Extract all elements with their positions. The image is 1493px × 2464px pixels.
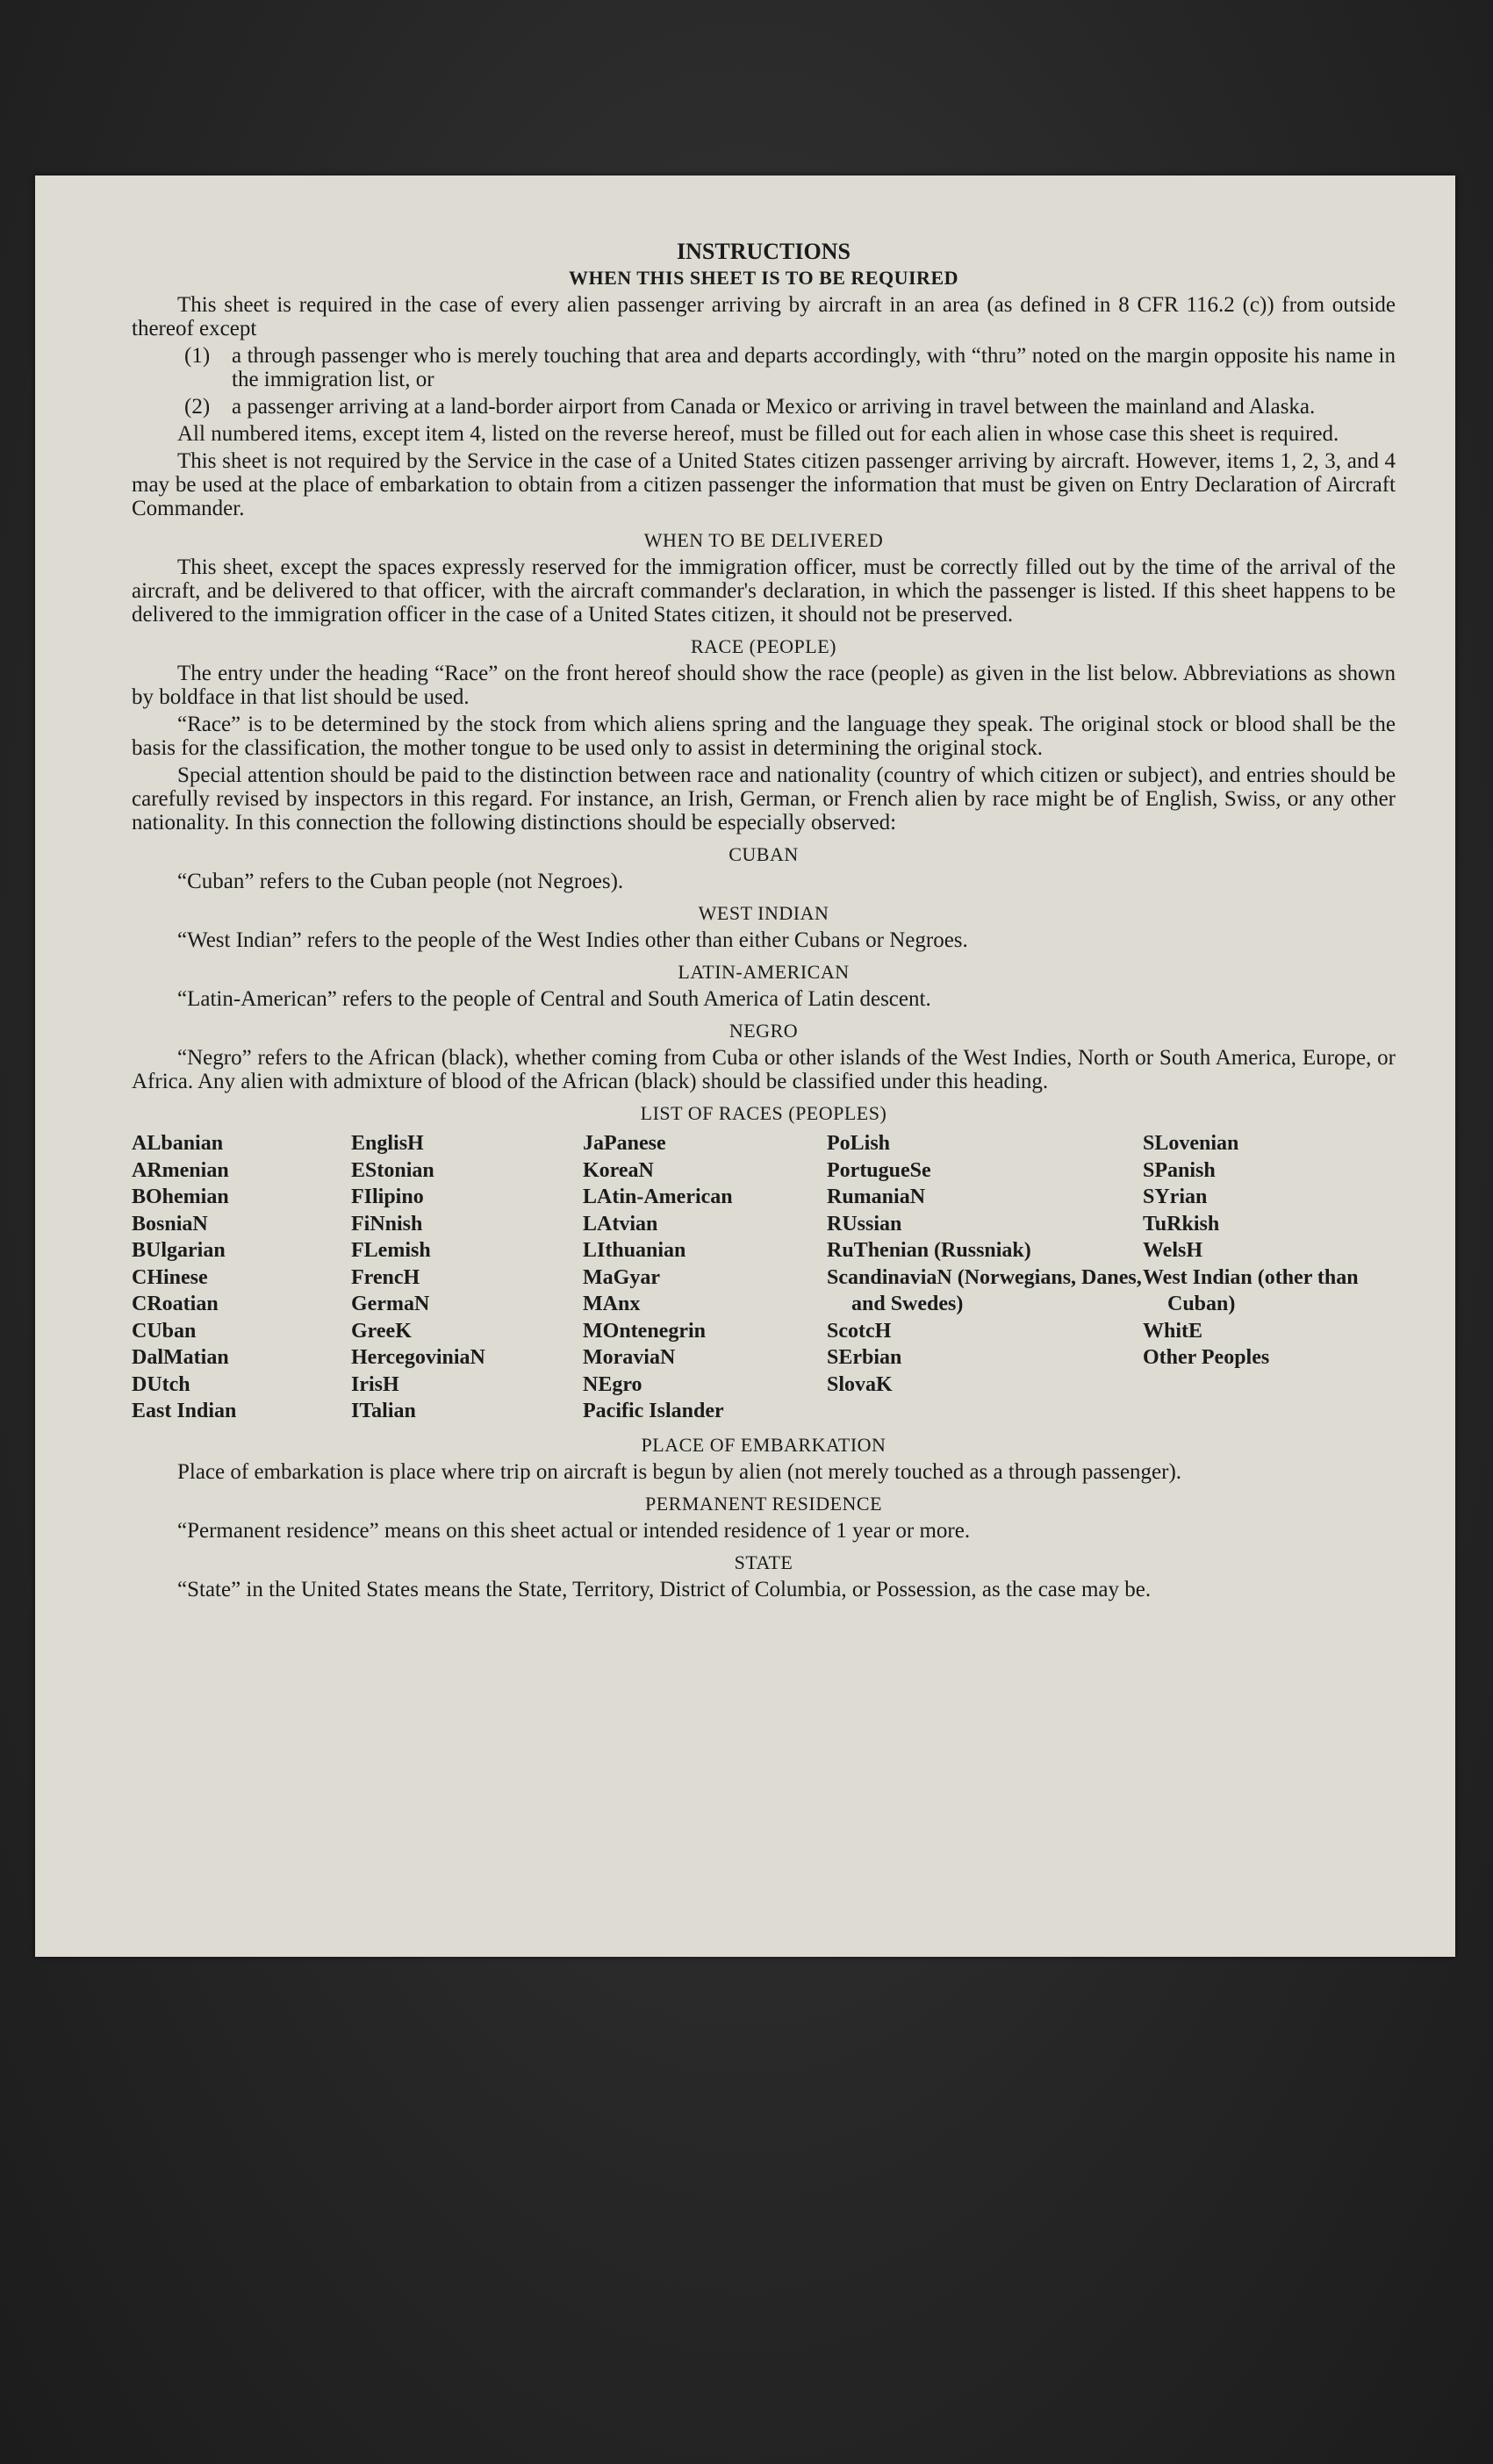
race-entry: CUban (132, 1319, 197, 1343)
race-entry: MoraviaN (583, 1346, 676, 1369)
race-paragraph-1: The entry under the heading “Race” on the front hereof should show the race (people) as given in the list below. Abbreviations as shown by boldface in that list should be used. (132, 662, 1396, 709)
races-column-2 (351, 1130, 583, 1425)
exception-item (184, 344, 1396, 391)
race-entry: SErbian (827, 1346, 902, 1369)
negro-paragraph: “Negro” refers to the African (black), whether coming from Cuba or other islands of the West Indies, North or South America, Europe, or Africa. Any alien with admixture of blood of the African (black) should be classified under this heading. (132, 1046, 1396, 1093)
race-entry: ARmenian (132, 1158, 229, 1182)
race-entry: JaPanese (583, 1132, 666, 1155)
race-entry: ScandinaviaN (Norwegians, Danes, and Swedes) (827, 1265, 1142, 1315)
race-entry: LAtin-American (583, 1185, 733, 1208)
race-entry: GreeK (351, 1319, 412, 1343)
document-title: INSTRUCTIONS (677, 239, 851, 264)
race-entry: BUlgarian (132, 1239, 226, 1262)
race-entry: FIlipino (351, 1185, 424, 1208)
race-entry: East Indian (132, 1400, 237, 1422)
race-entry: SYrian (1143, 1185, 1208, 1208)
state-paragraph: “State” in the United States means the State, Territory, District of Columbia, or Possession, as the case may be. (177, 1577, 1152, 1601)
numbered-items-paragraph: All numbered items, except item 4, listed on the reverse hereof, must be filled out for each alien in whose case this sheet is required. (177, 422, 1339, 446)
heading-latin-american: LATIN-AMERICAN (678, 961, 850, 983)
race-entry: FLemish (351, 1239, 431, 1262)
races-column-3 (583, 1130, 827, 1425)
race-entry: EnglisH (351, 1132, 424, 1155)
race-entry: HercegoviniaN (351, 1346, 485, 1369)
heading-when-delivered: WHEN TO BE DELIVERED (643, 529, 884, 551)
race-entry: CHinese (132, 1265, 208, 1289)
race-entry: MAnx (583, 1293, 641, 1315)
exception-text: a passenger arriving at a land-border airport from Canada or Mexico or arriving in travel between the mainland and Alaska. (232, 395, 1316, 419)
exception-text: a through passenger who is merely touching that area and departs accordingly, with “thru” noted on the margin opposite his name in the immigration list, or (232, 344, 1396, 391)
race-entry: FiNnish (351, 1212, 423, 1236)
race-entry: GermaN (351, 1293, 430, 1315)
heading-race: RACE (PEOPLE) (691, 635, 836, 657)
race-entry: MaGyar (583, 1265, 660, 1289)
exception-number: (2) (184, 395, 211, 419)
residence-paragraph: “Permanent residence” means on this sheet actual or intended residence of 1 year or more. (177, 1518, 971, 1543)
heading-list-of-races: LIST OF RACES (PEOPLES) (640, 1102, 887, 1124)
race-entry: ITalian (351, 1400, 416, 1422)
race-entry: SPanish (1143, 1158, 1216, 1182)
intro-paragraph: This sheet is required in the case of every alien passenger arriving by aircraft in an area (as defined in 8 CFR 116.2 (c)) from outside thereof except (132, 293, 1396, 340)
race-entry: BosniaN (132, 1212, 208, 1236)
races-column-4 (827, 1130, 1143, 1425)
heading-permanent-residence: PERMANENT RESIDENCE (644, 1492, 883, 1515)
race-entry: RumaniaN (827, 1185, 926, 1208)
race-entry: ALbanian (132, 1132, 224, 1155)
races-column-1 (132, 1130, 351, 1425)
race-entry: WhitE (1143, 1319, 1203, 1343)
race-entry: DUtch (132, 1372, 190, 1396)
race-entry: DalMatian (132, 1346, 229, 1369)
race-entry: WelsH (1143, 1239, 1203, 1262)
race-entry: MOntenegrin (583, 1319, 706, 1343)
races-column-5 (1143, 1130, 1396, 1425)
heading-when-required: WHEN THIS SHEET IS TO BE REQUIRED (568, 267, 959, 289)
race-entry: FrencH (351, 1265, 420, 1289)
sheet-content (132, 239, 1396, 1605)
race-entry: SlovaK (827, 1372, 893, 1396)
exception-number: (1) (184, 344, 211, 368)
race-entry: KoreaN (583, 1158, 654, 1182)
delivered-paragraph: This sheet, except the spaces expressly reserved for the immigration officer, must be correctly filled out by the time of the arrival of the aircraft, and be delivered to that officer, with the aircraft commander's declaration, in which the passenger is listed. If this sheet happens to be delivered to the immigration officer in the case of a United States citizen, it should not be preserved. (132, 555, 1396, 627)
heading-state: STATE (734, 1551, 793, 1573)
heading-embarkation: PLACE OF EMBARKATION (641, 1433, 886, 1456)
race-entry: RUssian (827, 1212, 902, 1236)
race-paragraph-3: Special attention should be paid to the distinction between race and nationality (country of which citizen or subject), and entries should be carefully revised by inspectors in this regard. For instance, an Irish, German, or French alien by race might be of English, Swiss, or any other nationality. In this connection the following distinctions should be especially observed: (132, 763, 1396, 834)
citizen-paragraph: This sheet is not required by the Service in the case of a United States citizen passenger arriving by aircraft. However, items 1, 2, 3, and 4 may be used at the place of embarkation to obtain from a citizen passenger the information that must be given on Entry Declaration of Aircraft Commander. (132, 449, 1396, 520)
race-paragraph-2: “Race” is to be determined by the stock from which aliens spring and the language they speak. The original stock or blood shall be the basis for the classification, the mother tongue to be used only to assist in determining the original stock. (132, 713, 1396, 760)
instruction-sheet (35, 175, 1455, 1957)
race-entry: West Indian (other than Cuban) (1143, 1265, 1359, 1315)
race-entry: Pacific Islander (583, 1400, 724, 1422)
cuban-paragraph: “Cuban” refers to the Cuban people (not Negroes). (177, 870, 624, 893)
race-entry: RuThenian (Russniak) (827, 1239, 1031, 1262)
race-entry: SLovenian (1143, 1132, 1239, 1155)
race-entry: LIthuanian (583, 1239, 686, 1262)
race-entry: Other Peoples (1143, 1346, 1270, 1369)
races-table (132, 1130, 1396, 1425)
race-entry: PortugueSe (827, 1158, 931, 1182)
embarkation-paragraph: Place of embarkation is place where trip on aircraft is begun by alien (not merely touched as a through passenger). (177, 1459, 1182, 1484)
heading-negro: NEGRO (729, 1020, 799, 1042)
race-entry: IrisH (351, 1372, 399, 1396)
race-entry: BOhemian (132, 1185, 229, 1208)
west-indian-paragraph: “West Indian” refers to the people of the West Indies other than either Cubans or Negroes. (177, 928, 968, 952)
race-entry: TuRkish (1143, 1212, 1220, 1236)
race-entry: ScotcH (827, 1319, 892, 1343)
exception-item (184, 395, 1396, 419)
heading-west-indian: WEST INDIAN (698, 902, 829, 924)
race-entry: LAtvian (583, 1212, 658, 1236)
race-entry: PoLish (827, 1132, 891, 1155)
heading-cuban: CUBAN (729, 843, 799, 865)
latin-american-paragraph: “Latin-American” refers to the people of Central and South America of Latin descent. (177, 987, 931, 1011)
race-entry: EStonian (351, 1158, 434, 1182)
race-entry: NEgro (583, 1372, 642, 1396)
race-entry: CRoatian (132, 1293, 219, 1315)
